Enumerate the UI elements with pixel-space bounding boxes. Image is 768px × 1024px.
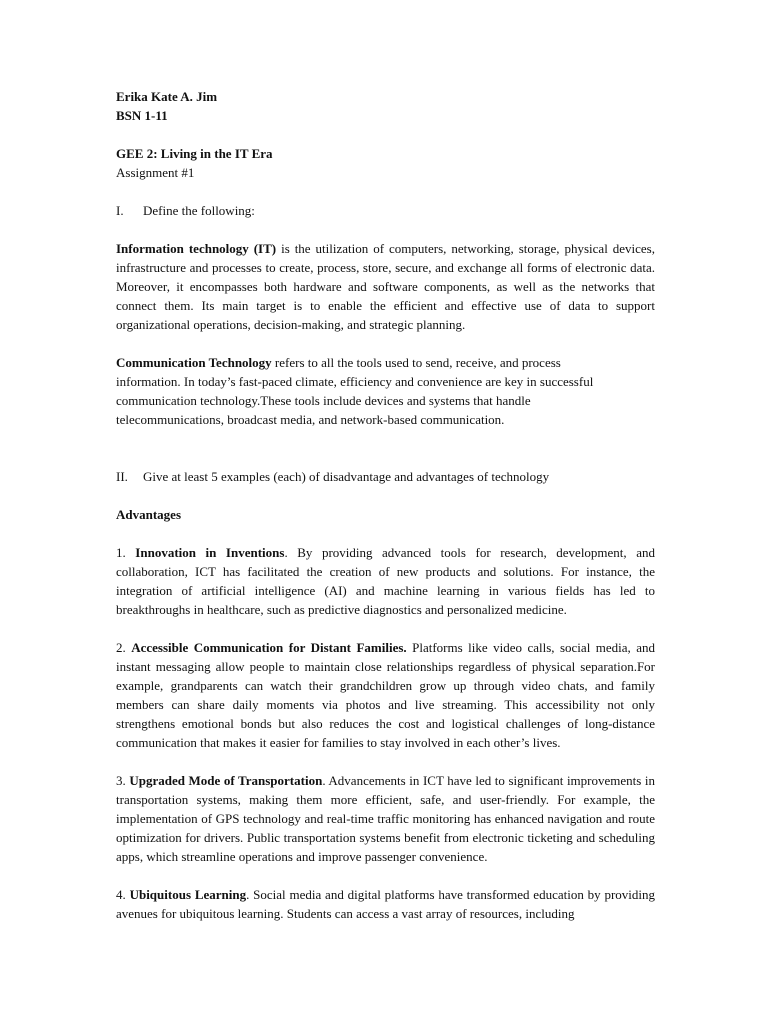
ct-line-3: communication technology.These tools include devices and systems that handle	[116, 393, 531, 408]
advantage-item	[116, 543, 655, 619]
advantage-body: . By providing advanced tools for research, development, and collaboration, ICT has facilitated the creation of new products and solutions. For instance, the integration of artificial intelligence (AI) and machine learning in various fields has led to breakthroughs in healthcare, such as predictive diagnostics and personalized medicine.	[116, 545, 655, 617]
advantage-number: 2.	[116, 640, 132, 655]
it-term: Information technology (IT)	[116, 241, 277, 256]
advantage-number: 4.	[116, 887, 130, 902]
ct-definition	[116, 353, 655, 429]
part1-title: Define the following:	[143, 203, 255, 218]
advantage-number: 3.	[116, 773, 130, 788]
ct-term: Communication Technology	[116, 355, 272, 370]
advantages-heading: Advantages	[116, 507, 182, 522]
part1-numeral: I.	[116, 203, 124, 218]
part1-heading	[116, 201, 655, 220]
advantage-body: . Social media and digital platforms have transformed education by providing avenues for ubiquitous learning. Students can access a vast array of resources, including	[116, 887, 656, 921]
advantage-term: Ubiquitous Learning	[129, 887, 247, 902]
advantage-term: Upgraded Mode of Transportation	[129, 773, 323, 788]
student-section: BSN 1-11	[116, 108, 168, 123]
advantage-body: Platforms like video calls, social media, and instant messaging allow people to maintain close relationships regardless of physical separation.For example, grandparents can watch their grandchildren grow up through video chats, and family members can share daily moments via photos and live streaming. This accessibility not only strengthens emotional bonds but also reduces the cost and logistical challenges of long-distance communication that makes it easier for families to stay involved in each other’s lives.	[116, 640, 656, 750]
assignment-label: Assignment #1	[116, 165, 195, 180]
advantage-item	[116, 885, 655, 923]
advantage-item	[116, 638, 655, 752]
part2-numeral: II.	[116, 469, 128, 484]
document-body	[116, 87, 655, 923]
advantage-term: Innovation in Inventions	[135, 545, 285, 560]
advantage-body: . Advancements in ICT have led to significant improvements in transportation systems, making them more efficient, safe, and user-friendly. For example, the implementation of GPS technology and real-time traffic monitoring has enhanced navigation and route optimization for drivers. Public transportation systems benefit from electronic ticketing and scheduling apps, which streamline operations and improve passenger convenience.	[116, 773, 656, 864]
author-name: Erika Kate A. Jim	[116, 89, 218, 104]
ct-line-4: telecommunications, broadcast media, and network-based communication.	[116, 412, 505, 427]
part2-heading	[116, 467, 655, 486]
advantage-item	[116, 771, 655, 866]
advantage-number: 1.	[116, 545, 136, 560]
advantage-term: Accessible Communication for Distant Families.	[131, 640, 407, 655]
it-body: is the utilization of computers, networking, storage, physical devices, infrastructure and processes to create, process, store, secure, and exchange all forms of electronic data. Moreover, it encompasses both hardware and software components, as well as the networks that connect them. Its main target is to enable the efficient and effective use of data to support organizational operations, decision-making, and strategic planning.	[116, 241, 655, 332]
it-definition	[116, 239, 655, 334]
ct-line-2: information. In today’s fast-paced climate, efficiency and convenience are key in successful	[116, 374, 594, 389]
part2-title: Give at least 5 examples (each) of disadvantage and advantages of technology	[143, 469, 550, 484]
course-title: GEE 2: Living in the IT Era	[116, 146, 273, 161]
ct-line-1: refers to all the tools used to send, receive, and process	[271, 355, 561, 370]
